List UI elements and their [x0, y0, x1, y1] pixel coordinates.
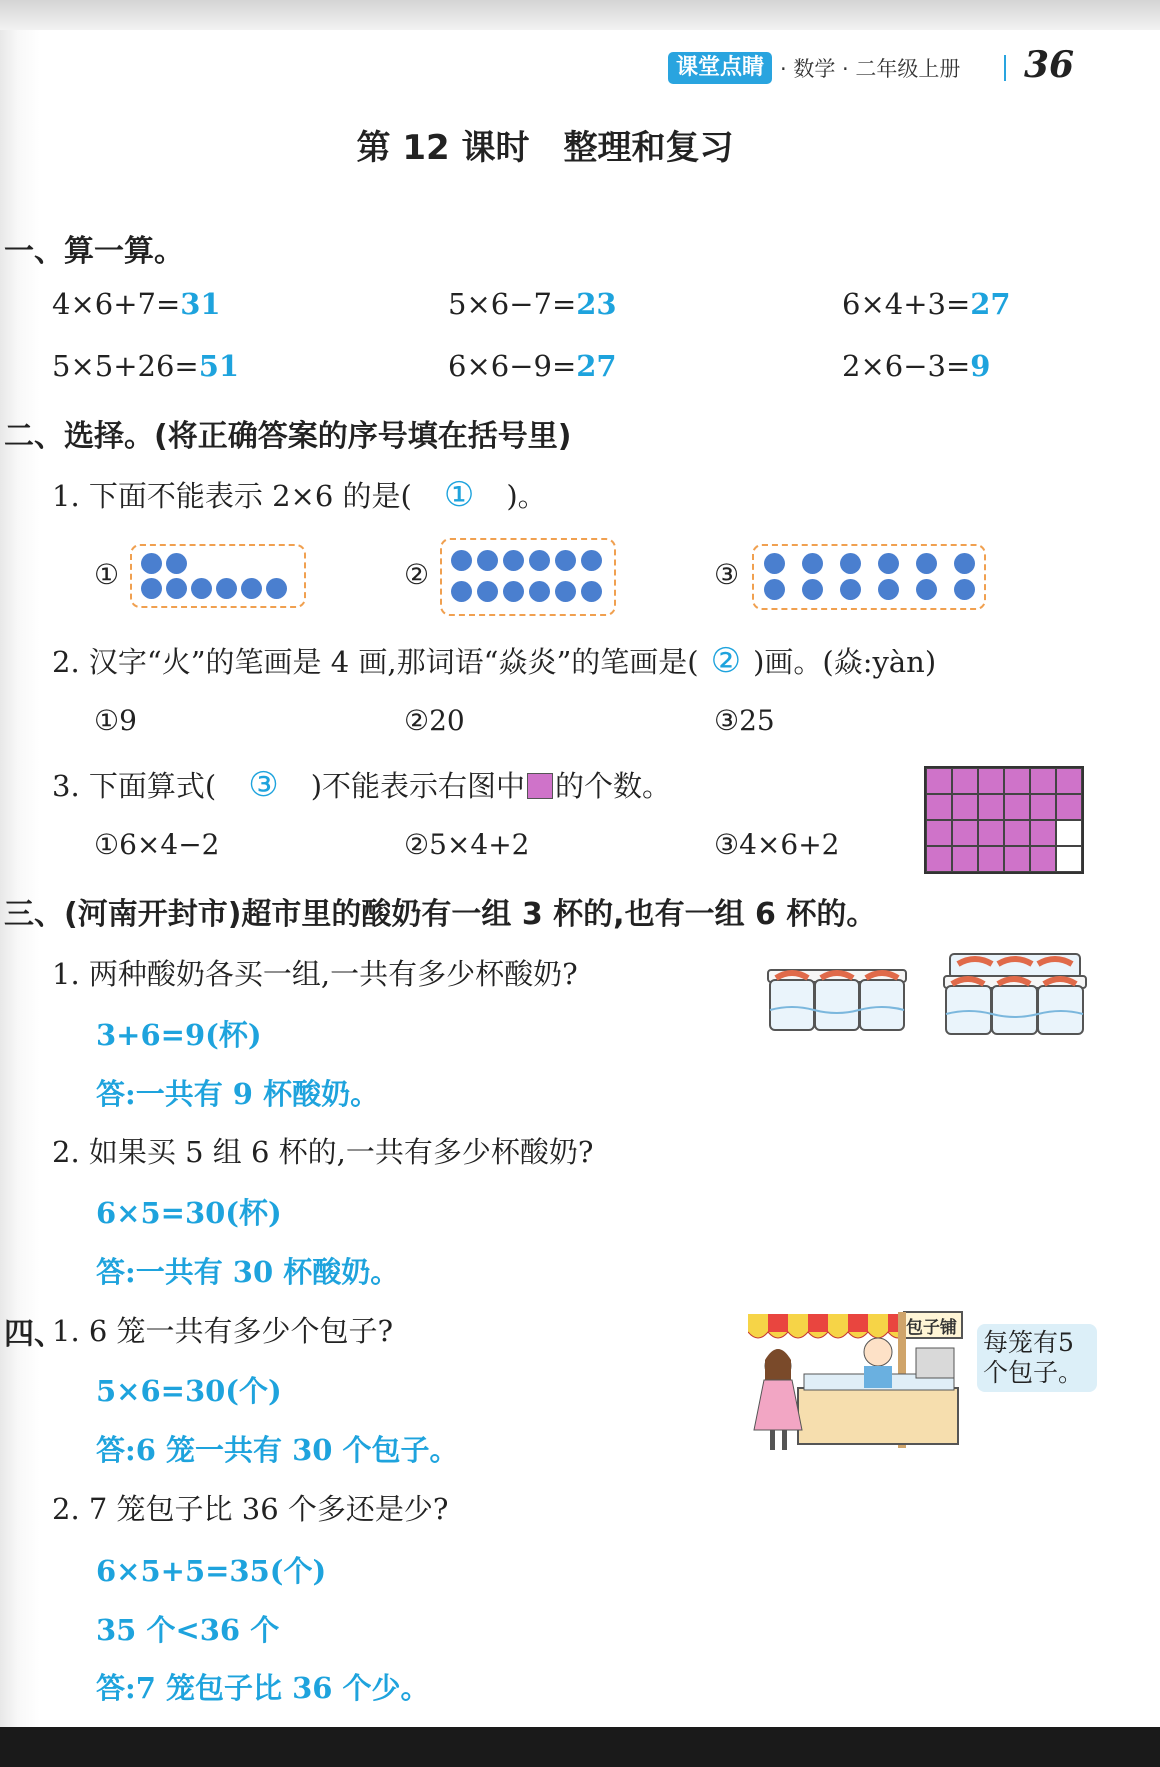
- option: ①6×4−2: [94, 828, 220, 861]
- answer-sentence: 答:7 笼包子比 36 个少。: [96, 1671, 430, 1705]
- dot: [764, 553, 785, 574]
- grid-cell: [1030, 820, 1056, 846]
- calc-item: 2×6−3=9: [842, 349, 991, 383]
- grid-cell: [1056, 768, 1082, 794]
- dot: [555, 550, 576, 571]
- dot: [555, 581, 576, 602]
- answer-sentence: 答:6 笼一共有 30 个包子。: [96, 1433, 459, 1467]
- grid-cell: [1004, 820, 1030, 846]
- header-subject: · 数学 · 二年级上册: [780, 57, 961, 81]
- dot: [216, 578, 237, 599]
- dot: [141, 578, 162, 599]
- dot: [802, 553, 823, 574]
- grid-cell: [978, 768, 1004, 794]
- dot-group-option-2: [440, 538, 616, 616]
- dot-group-option-1: [130, 544, 306, 608]
- dot: [840, 553, 861, 574]
- dot: [581, 550, 602, 571]
- dot: [451, 581, 472, 602]
- calc-answer: 6×5+5=35(个): [96, 1554, 327, 1588]
- dot: [954, 553, 975, 574]
- option: ②5×4+2: [404, 828, 530, 861]
- dot: [477, 550, 498, 571]
- grid-cell: [1056, 794, 1082, 820]
- grid-cell: [978, 846, 1004, 872]
- yogurt-6-cups-icon: [940, 950, 1090, 1040]
- section-1-heading: 一、算一算。: [4, 234, 184, 269]
- calc-answer: 27: [970, 287, 1011, 321]
- dot: [878, 579, 899, 600]
- dot: [266, 578, 287, 599]
- dot: [166, 578, 187, 599]
- grid-cell: [926, 768, 952, 794]
- yogurt-3-cups-icon: [762, 958, 912, 1038]
- dot: [166, 553, 187, 574]
- pink-square-icon: [527, 773, 553, 799]
- dot: [878, 553, 899, 574]
- question-2-1: 1. 下面不能表示 2×6 的是( ① )。: [52, 475, 547, 515]
- dot: [477, 581, 498, 602]
- option: ①9: [94, 704, 137, 737]
- calc-item: 5×5+26=51: [52, 349, 240, 383]
- grid-cell: [1004, 768, 1030, 794]
- dot: [581, 581, 602, 602]
- section-4-label: 四、: [4, 1317, 64, 1352]
- grid-cell: [926, 846, 952, 872]
- dot: [529, 581, 550, 602]
- page-number: 36: [1024, 44, 1075, 86]
- grid-cell: [978, 820, 1004, 846]
- dot: [954, 579, 975, 600]
- question-2-2: 2. 汉字“火”的笔画是 4 画,那词语“焱炎”的笔画是( ② )画。(焱:yàn): [52, 641, 937, 681]
- option: ③25: [714, 704, 775, 737]
- calc-answer: 27: [576, 349, 617, 383]
- calc-item: 5×6−7=23: [448, 287, 617, 321]
- grid-cell: [978, 794, 1004, 820]
- dot: [840, 579, 861, 600]
- square-grid-figure: [924, 766, 1084, 874]
- dot: [241, 578, 262, 599]
- calc-answer: 5×6=30(个): [96, 1374, 282, 1408]
- grid-cell: [926, 820, 952, 846]
- shop-sign: 包子铺: [906, 1318, 957, 1338]
- dot: [916, 553, 937, 574]
- grid-cell: [952, 794, 978, 820]
- calc-answer: 3+6=9(杯): [96, 1018, 262, 1052]
- grid-cell: [1030, 768, 1056, 794]
- dot: [802, 579, 823, 600]
- calc-answer: 9: [970, 349, 991, 383]
- question-3-1: 1. 两种酸奶各买一组,一共有多少杯酸奶?: [52, 957, 578, 991]
- answer-sentence: 答:一共有 9 杯酸奶。: [96, 1077, 380, 1111]
- speech-bubble: 每笼有5个包子。: [977, 1324, 1097, 1392]
- option: ②20: [404, 704, 465, 737]
- choice-answer: ②: [710, 641, 742, 681]
- grid-cell-empty: [1056, 820, 1082, 846]
- grid-cell: [1030, 794, 1056, 820]
- calc-item: 6×4+3=27: [842, 287, 1011, 321]
- section-3-heading: 三、(河南开封市)超市里的酸奶有一组 3 杯的,也有一组 6 杯的。: [4, 897, 877, 932]
- header-badge: 课堂点睛: [668, 52, 772, 84]
- option: ③4×6+2: [714, 828, 840, 861]
- workbook-page: [0, 30, 1160, 1727]
- calc-answer: 23: [576, 287, 617, 321]
- calc-answer: 51: [198, 349, 240, 383]
- grid-cell-empty: [1056, 846, 1082, 872]
- dot: [141, 553, 162, 574]
- answer-sentence: 答:一共有 30 杯酸奶。: [96, 1255, 400, 1289]
- calc-answer: 6×5=30(杯): [96, 1196, 282, 1230]
- option-label: ①: [94, 558, 120, 591]
- grid-cell: [1004, 846, 1030, 872]
- option-label: ②: [404, 558, 430, 591]
- dot: [916, 579, 937, 600]
- comparison: 35 个<36 个: [96, 1613, 280, 1647]
- dot: [191, 578, 212, 599]
- grid-cell: [952, 820, 978, 846]
- lesson-title: 第 12 课时 整理和复习: [356, 128, 734, 168]
- dot: [764, 579, 785, 600]
- choice-answer: ①: [443, 475, 475, 515]
- dot-group-option-3: [752, 544, 986, 610]
- question-4-2: 2. 7 笼包子比 36 个多还是少?: [52, 1492, 449, 1526]
- grid-cell: [926, 794, 952, 820]
- question-4-1: 1. 6 笼一共有多少个包子?: [52, 1314, 394, 1348]
- dot: [503, 581, 524, 602]
- option-label: ③: [714, 558, 740, 591]
- calc-item: 4×6+7=31: [52, 287, 221, 321]
- grid-cell: [952, 846, 978, 872]
- grid-cell: [952, 768, 978, 794]
- section-2-heading: 二、选择。(将正确答案的序号填在括号里): [4, 419, 572, 454]
- calc-item: 6×6−9=27: [448, 349, 617, 383]
- calc-answer: 31: [180, 287, 221, 321]
- header-separator: [1004, 55, 1006, 81]
- grid-cell: [1030, 846, 1056, 872]
- grid-cell: [1004, 794, 1030, 820]
- choice-answer: ③: [248, 765, 279, 805]
- page-top-edge: [0, 0, 1160, 30]
- question-3-2: 2. 如果买 5 组 6 杯的,一共有多少杯酸奶?: [52, 1135, 594, 1169]
- dot: [503, 550, 524, 571]
- dot: [529, 550, 550, 571]
- dot: [451, 550, 472, 571]
- question-2-3: 3. 下面算式( ③ )不能表示右图中 的个数。: [52, 765, 672, 805]
